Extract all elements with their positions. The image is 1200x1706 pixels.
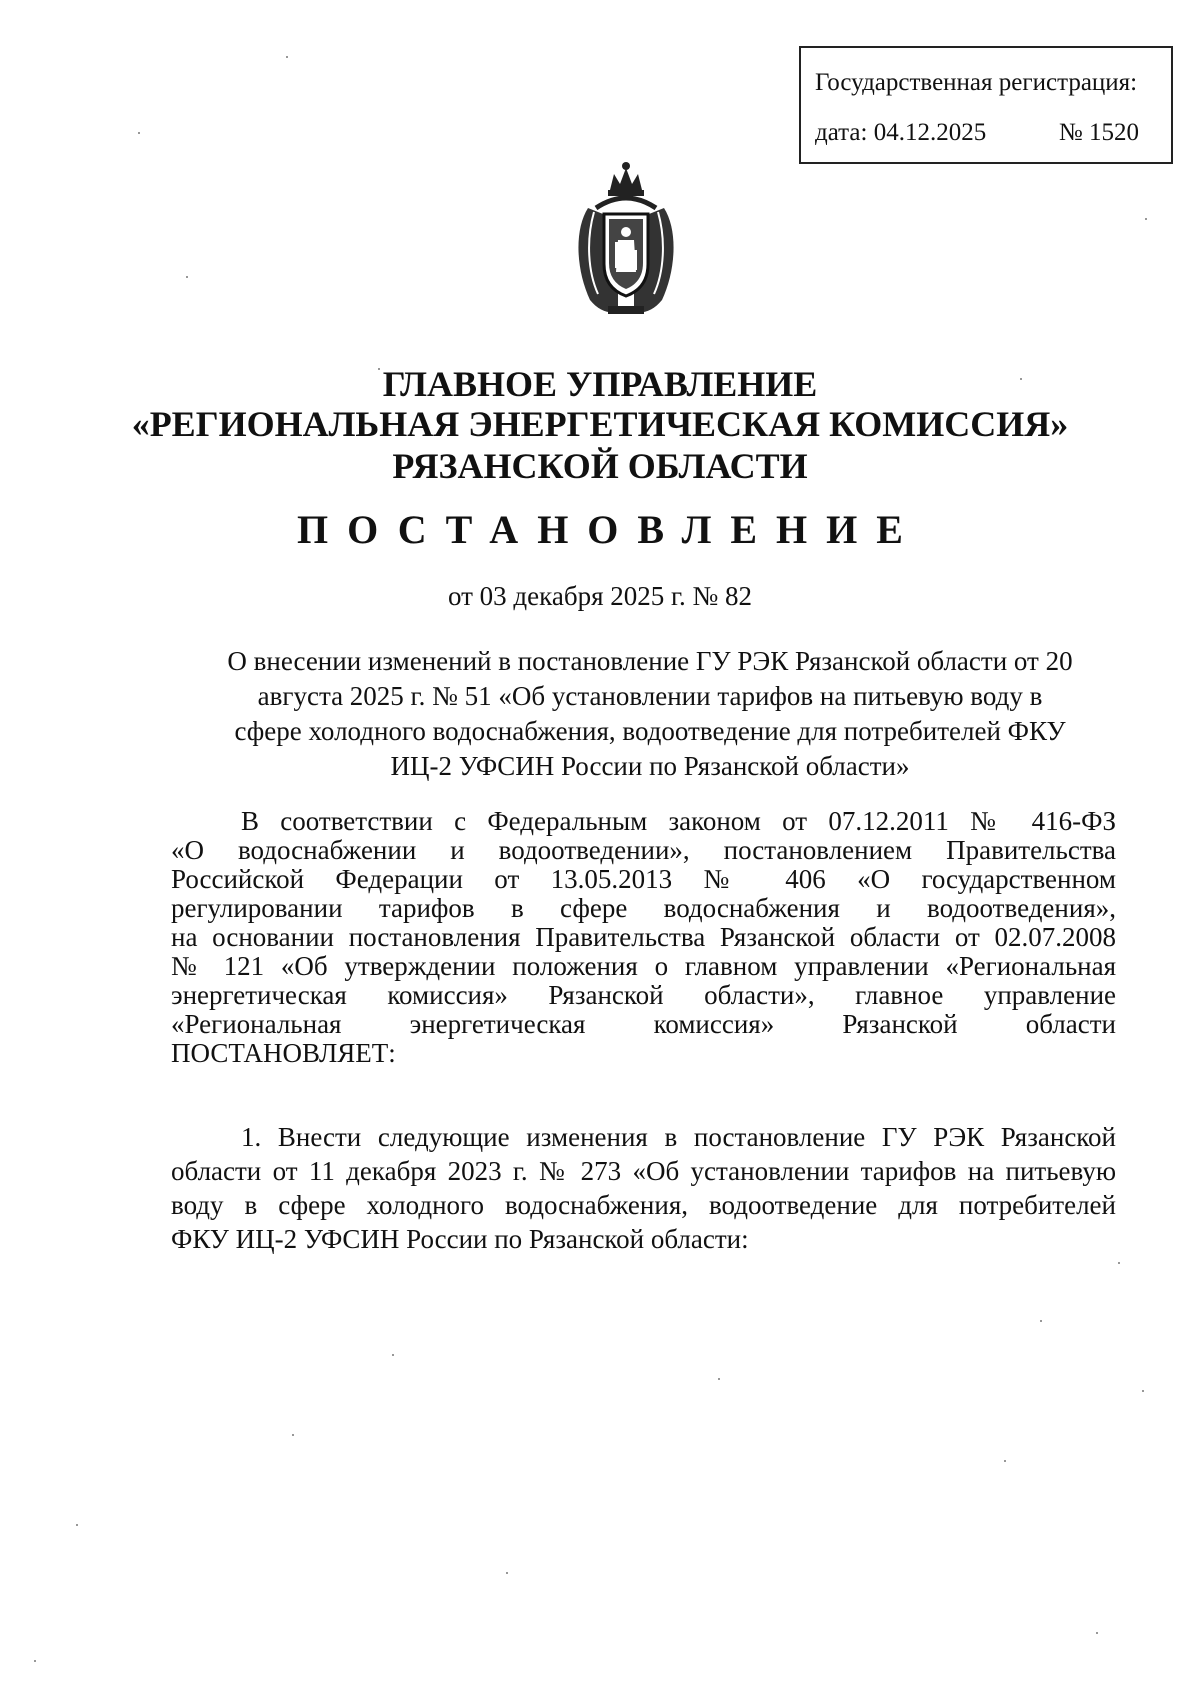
- scan-speck: [1145, 218, 1147, 220]
- scan-speck: [392, 1354, 394, 1356]
- subject-line: ИЦ-2 УФСИН России по Рязанской области»: [390, 751, 910, 781]
- preamble-line: на основании постановления Правительства Рязанской области от 02.07.2008: [171, 922, 1116, 952]
- scan-speck: [1118, 1262, 1120, 1264]
- preamble-resolves: ПОСТАНОВЛЯЕТ:: [171, 1038, 396, 1068]
- scan-speck: [1142, 1390, 1144, 1392]
- authority-name-line-2: «РЕГИОНАЛЬНАЯ ЭНЕРГЕТИЧЕСКАЯ КОМИССИЯ»: [131, 404, 1069, 444]
- scan-speck: [34, 1660, 36, 1662]
- item1-line: воду в сфере холодного водоснабжения, водоотведение для потребителей: [171, 1190, 1116, 1220]
- subject-line: сфере холодного водоснабжения, водоотведение для потребителей ФКУ: [234, 716, 1066, 746]
- item1-line: ФКУ ИЦ-2 УФСИН России по Рязанской области:: [171, 1224, 749, 1254]
- scan-speck: [378, 368, 380, 370]
- preamble-line: «О водоснабжении и водоотведении», постановлением Правительства: [171, 835, 1116, 865]
- ryazan-coat-of-arms-icon: [568, 160, 684, 320]
- subject-line: О внесении изменений в постановление ГУ РЭК Рязанской области от 20: [227, 646, 1073, 676]
- document-date-number: от 03 декабря 2025 г. № 82: [447, 581, 753, 611]
- scan-speck: [1096, 1632, 1098, 1634]
- registration-box: [799, 46, 1173, 164]
- scan-speck: [1040, 1320, 1042, 1322]
- authority-name-line-1: ГЛАВНОЕ УПРАВЛЕНИЕ: [382, 364, 818, 404]
- preamble-line: «Региональная энергетическая комиссия» Рязанской области: [171, 1009, 1116, 1039]
- preamble-line: Российской Федерации от 13.05.2013 № 406 «О государственном: [171, 864, 1116, 894]
- registration-number: № 1520: [1058, 119, 1139, 146]
- scan-speck: [138, 132, 140, 134]
- scan-speck: [1004, 1460, 1006, 1462]
- item1-line: 1. Внести следующие изменения в постановление ГУ РЭК Рязанской: [241, 1122, 1116, 1152]
- scan-speck: [718, 1378, 720, 1380]
- preamble-line: № 121 «Об утверждении положения о главном управлении «Региональная: [171, 951, 1116, 981]
- scan-speck: [506, 1572, 508, 1574]
- scan-speck: [186, 276, 188, 278]
- preamble-line: энергетическая комиссия» Рязанской области», главное управление: [171, 980, 1116, 1010]
- scan-speck: [286, 56, 288, 58]
- scan-speck: [76, 1524, 78, 1526]
- registration-date: дата: 04.12.2025: [815, 119, 987, 146]
- item1-line: области от 11 декабря 2023 г. № 273 «Об установлении тарифов на питьевую: [171, 1156, 1116, 1186]
- preamble-line: регулировании тарифов в сфере водоснабжения и водоотведения»,: [171, 893, 1116, 923]
- registration-title: Государственная регистрация:: [815, 69, 1138, 96]
- authority-name-line-3: РЯЗАНСКОЙ ОБЛАСТИ: [392, 446, 808, 486]
- preamble-line: В соответствии с Федеральным законом от 07.12.2011 № 416-ФЗ: [241, 806, 1116, 836]
- scan-speck: [292, 1434, 294, 1436]
- scan-speck: [1020, 378, 1022, 380]
- subject-line: августа 2025 г. № 51 «Об установлении тарифов на питьевую воду в: [257, 681, 1043, 711]
- document-type-title: ПОСТАНОВЛЕНИЕ: [297, 507, 922, 552]
